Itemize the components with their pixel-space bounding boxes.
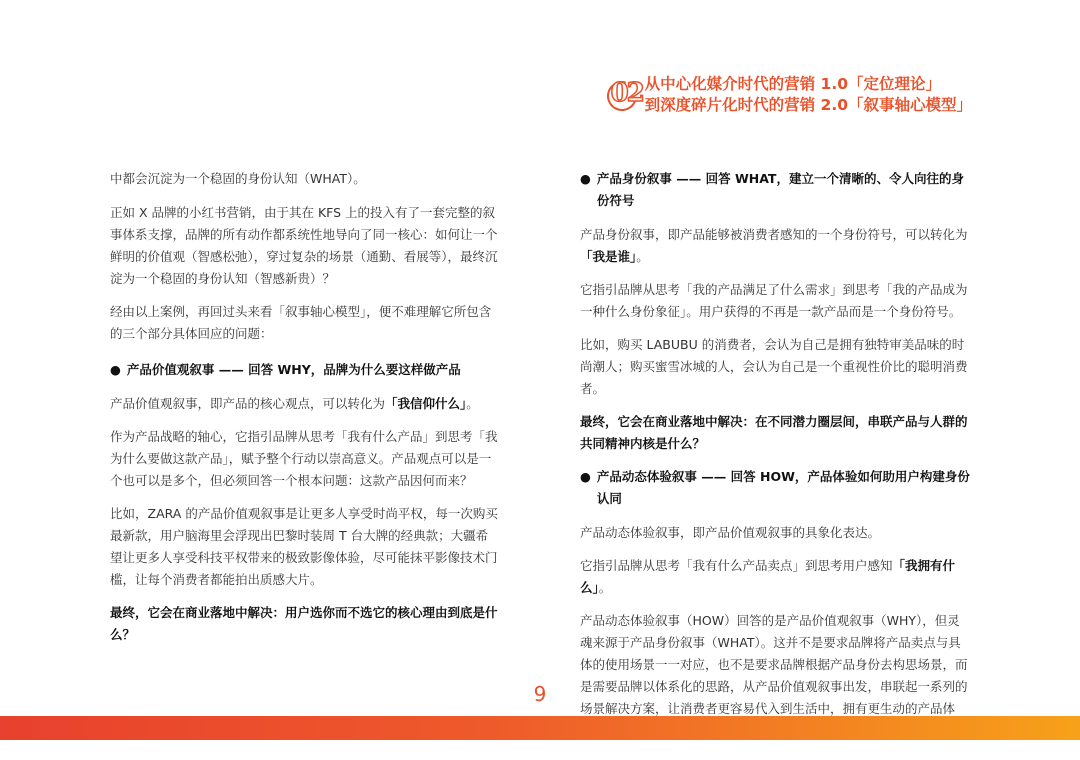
section-title-line2: 到深度碎片化时代的营销 2.0「叙事轴心模型」	[644, 96, 972, 114]
paragraph: 比如，购买 LABUBU 的消费者，会认为自己是拥有独特审美品味的时尚潮人；购买蜜雪冰城的人，会认为自己是一个重视性价比的聪明消费者。	[580, 337, 968, 396]
section-number-badge	[607, 78, 643, 108]
emphasis-text: 「我拥有什么」	[580, 558, 956, 595]
bullet-dot-icon: ●	[580, 171, 591, 186]
paragraph: 比如，ZARA 的产品价值观叙事是让更多人享受时尚平权，每一次购买最新款，用户脑海里会浮现出巴黎时装周 T 台大牌的经典款；大疆希望让更多人享受科技平权带来的极致影像体验，尽可能抹平影像技术门槛，让每个消费者都能拍出质感大片。	[110, 506, 498, 587]
bullet-heading	[580, 168, 970, 212]
bullet-dot-icon: ●	[110, 362, 121, 377]
bullet-dot-icon: ●	[580, 469, 591, 484]
section-title	[645, 74, 972, 116]
bottom-gradient-bar	[0, 716, 1080, 740]
paragraph: 经由以上案例，再回过头来看「叙事轴心模型」，便不难理解它所包含的三个部分具体回应的问题：	[110, 304, 492, 341]
paragraph: 产品动态体验叙事（HOW）回答的是产品价值观叙事（WHY），但灵魂来源于产品身份叙事（WHAT）。这并不是要求品牌将产品卖点与具体的使用场景一一对应，也不是要求品牌根据产品身份去构思场景，而是需要品牌以体系化的思路，从产品价值观叙事出发，串联起一系列的场景解决方案，让消费者更容易代入到生活中，拥有更生动的产品体	[580, 613, 968, 716]
page-number: 9	[533, 682, 547, 706]
bullet-heading	[110, 359, 500, 381]
paragraph-text: 产品价值观叙事，即产品的核心观点，可以转化为	[110, 396, 386, 411]
paragraph-text: 。	[636, 249, 649, 264]
section-header	[607, 74, 972, 116]
paragraph: 中都会沉淀为一个稳固的身份认知（WHAT）。	[110, 171, 366, 186]
paragraph-text: 它指引品牌从思考「我有什么产品卖点」到思考用户感知	[580, 558, 893, 573]
paragraph: 它指引品牌从思考「我的产品满足了什么需求」到思考「我的产品成为一种什么身份象征」。用户获得的不再是一款产品而是一个身份符号。	[580, 282, 968, 319]
section-title-line1: 从中心化媒介时代的营销 1.0「定位理论」	[644, 75, 941, 93]
paragraph: 产品动态体验叙事，即产品价值观叙事的具象化表达。	[580, 525, 881, 540]
paragraph-text: 。	[466, 396, 479, 411]
conclusion-paragraph: 最终，它会在商业落地中解决：用户选你而不选它的核心理由到底是什么？	[110, 605, 498, 642]
left-column	[110, 168, 500, 657]
paragraph	[110, 393, 500, 415]
bullet-heading-text: 产品动态体验叙事 —— 回答 HOW，产品体验如何助用户构建身份认同	[596, 469, 970, 506]
conclusion-paragraph: 最终，它会在商业落地中解决：在不同潜力圈层间，串联产品与人群的共同精神内核是什么？	[580, 414, 968, 451]
bullet-heading	[580, 466, 970, 510]
emphasis-text: 「我信仰什么」	[385, 396, 467, 411]
bullet-heading-text: 产品身份叙事 —— 回答 WHAT，建立一个清晰的、令人向往的身份符号	[596, 171, 964, 208]
paragraph	[580, 555, 970, 599]
emphasis-text: 「我是谁」	[580, 249, 637, 264]
section-number: 02	[610, 78, 643, 108]
paragraph: 作为产品战略的轴心，它指引品牌从思考「我有什么产品」到思考「我为什么要做这款产品」，赋予整个行动以崇高意义。产品观点可以是一个也可以是多个，但必须回答一个根本问题：这款产品因何而来？	[110, 429, 498, 488]
right-column	[580, 168, 970, 753]
paragraph-text: 。	[598, 580, 612, 595]
bullet-heading-text: 产品价值观叙事 —— 回答 WHY，品牌为什么要这样做产品	[126, 362, 461, 377]
paragraph	[580, 224, 970, 268]
paragraph-text: 产品身份叙事，即产品能够被消费者感知的一个身份符号，可以转化为	[580, 227, 968, 242]
paragraph: 正如 X 品牌的小红书营销，由于其在 KFS 上的投入有了一套完整的叙事体系支撑，品牌的所有动作都系统性地导向了同一核心：如何让一个鲜明的价值观（智感松弛），穿过复杂的场景（通勤、看展等），最终沉淀为一个稳固的身份认知（智感新贵）？	[110, 205, 498, 286]
